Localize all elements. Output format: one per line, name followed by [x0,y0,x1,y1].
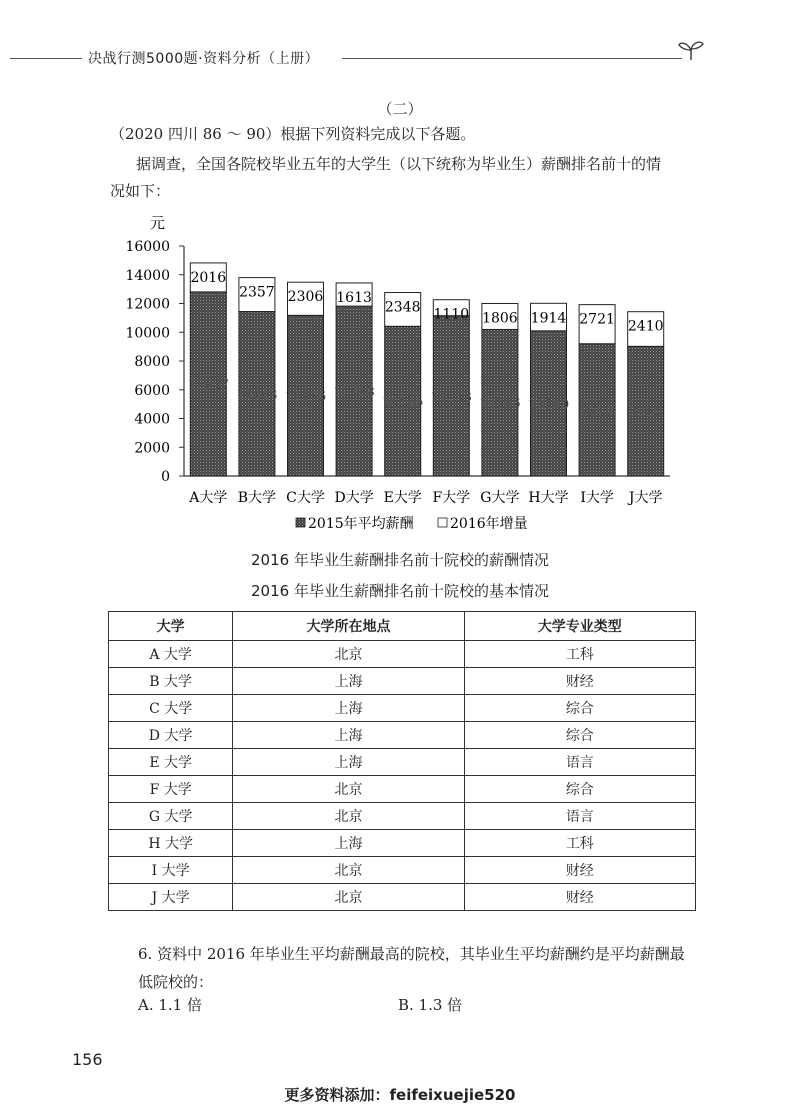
data-label-2015: 12807 [187,377,229,393]
legend-swatch-2015 [296,518,305,527]
cell-university: I 大学 [109,857,233,884]
option-a: A. 1.1 倍 [138,996,202,1014]
y-tick-label: 14000 [125,267,170,284]
x-tick-label: H大学 [528,490,569,506]
cell-university: J 大学 [109,884,233,911]
cell-university: B 大学 [109,668,233,695]
table-row [109,884,696,911]
header-rule-left [10,58,82,59]
section-title: （二） [377,100,423,118]
cell-type: 语言 [464,803,695,830]
salary-bar-chart [110,210,710,540]
data-label-2015: 9020 [629,405,663,421]
data-label-increase: 1914 [530,310,567,327]
table-row [109,749,696,776]
intro-text: 据调查，全国各院校毕业五年的大学生（以下统称为毕业生）薪酬排名前十的情 [136,155,662,173]
header-type: 大学专业类型 [464,612,695,641]
page-number: 156 [72,1050,103,1069]
table-row [109,776,696,803]
cell-type: 财经 [464,857,695,884]
cell-location: 北京 [233,803,464,830]
book-title: 决战行测5000题·资料分析（上册） [88,51,320,67]
y-tick-label: 12000 [125,296,170,313]
data-label-2015: 10415 [382,395,424,411]
cell-type: 工科 [464,830,695,857]
cell-type: 语言 [464,749,695,776]
cell-type: 综合 [464,695,695,722]
y-tick-label: 0 [161,469,170,485]
cell-location: 北京 [233,641,464,668]
table-row [109,668,696,695]
header-university: 大学 [109,612,233,641]
x-tick-label: B大学 [237,490,277,506]
page-header [0,44,800,72]
cell-type: 财经 [464,884,695,911]
cell-location: 上海 [233,668,464,695]
header-rule-right [342,58,682,59]
data-label-increase: 1806 [482,310,518,327]
x-tick-label: J大学 [628,490,663,506]
x-tick-label: G大学 [480,490,520,506]
y-tick-label: 4000 [134,411,170,428]
data-label-increase: 1110 [433,306,470,323]
table-row [109,641,696,668]
cell-university: A 大学 [109,641,233,668]
cell-location: 上海 [233,749,464,776]
table-header-row [109,612,696,641]
chart-caption: 2016 年毕业生薪酬排名前十院校的薪酬情况 [251,551,549,569]
data-label-2015: 11818 [333,385,375,401]
y-tick-label: 2000 [134,440,170,457]
intro-text-cont: 况如下： [110,182,171,200]
cell-location: 上海 [233,830,464,857]
x-tick-label: I大学 [580,490,614,506]
data-label-increase: 2357 [239,284,275,301]
data-label-increase: 2016 [190,269,227,286]
data-label-increase: 2306 [287,289,324,306]
data-label-increase: 2410 [627,318,664,335]
cell-university: H 大学 [109,830,233,857]
x-tick-label: D大学 [334,490,374,506]
cell-type: 工科 [464,641,695,668]
x-tick-label: A大学 [189,490,228,506]
table-caption: 2016 年毕业生薪酬排名前十院校的基本情况 [251,582,549,600]
university-info-table [108,611,696,911]
cell-type: 财经 [464,668,695,695]
table-row [109,722,696,749]
y-tick-label: 16000 [125,239,170,255]
header-location: 大学所在地点 [233,612,464,641]
cell-university: D 大学 [109,722,233,749]
cell-location: 北京 [233,857,464,884]
y-axis-label: 元 [150,214,166,232]
x-tick-label: E大学 [383,490,422,506]
data-label-2015: 11153 [430,389,472,405]
option-b: B. 1.3 倍 [398,996,463,1014]
table-row [109,695,696,722]
cell-type: 综合 [464,722,695,749]
cell-university: E 大学 [109,749,233,776]
table-row [109,857,696,884]
y-tick-label: 6000 [134,382,170,399]
data-label-2015: 9200 [580,403,614,419]
x-tick-label: C大学 [286,490,325,506]
y-tick-label: 10000 [125,325,170,342]
legend-swatch-2016 [438,518,447,527]
x-tick-label: F大学 [432,490,471,506]
cell-university: C 大学 [109,695,233,722]
cell-university: G 大学 [109,803,233,830]
intro-source: （2020 四川 86 ～ 90）根据下列资料完成以下各题。 [110,125,476,143]
data-label-increase: 1613 [336,289,372,306]
cell-university: F 大学 [109,776,233,803]
legend-label-2015: 2015年平均薪酬 [308,516,414,532]
sprout-icon [676,38,706,62]
data-label-2015: 10196 [479,396,521,412]
data-label-increase: 2721 [579,311,615,328]
cell-location: 北京 [233,884,464,911]
question-6: 6. 资料中 2016 年毕业生平均薪酬最高的院校，其毕业生平均薪酬约是平均薪酬最低院校的： [138,945,685,991]
table-row [109,830,696,857]
cell-location: 北京 [233,776,464,803]
cell-location: 上海 [233,722,464,749]
data-label-2015: 11443 [236,387,278,403]
data-label-increase: 2348 [384,299,421,316]
table-row [109,803,696,830]
cell-type: 综合 [464,776,695,803]
data-label-2015: 10100 [527,397,570,413]
footer-note: 更多资料添加：feifeixuejie520 [284,1086,516,1104]
legend-label-2016: 2016年增量 [450,516,528,532]
cell-location: 上海 [233,695,464,722]
y-tick-label: 8000 [134,354,170,370]
data-label-2015: 11176 [284,389,327,405]
